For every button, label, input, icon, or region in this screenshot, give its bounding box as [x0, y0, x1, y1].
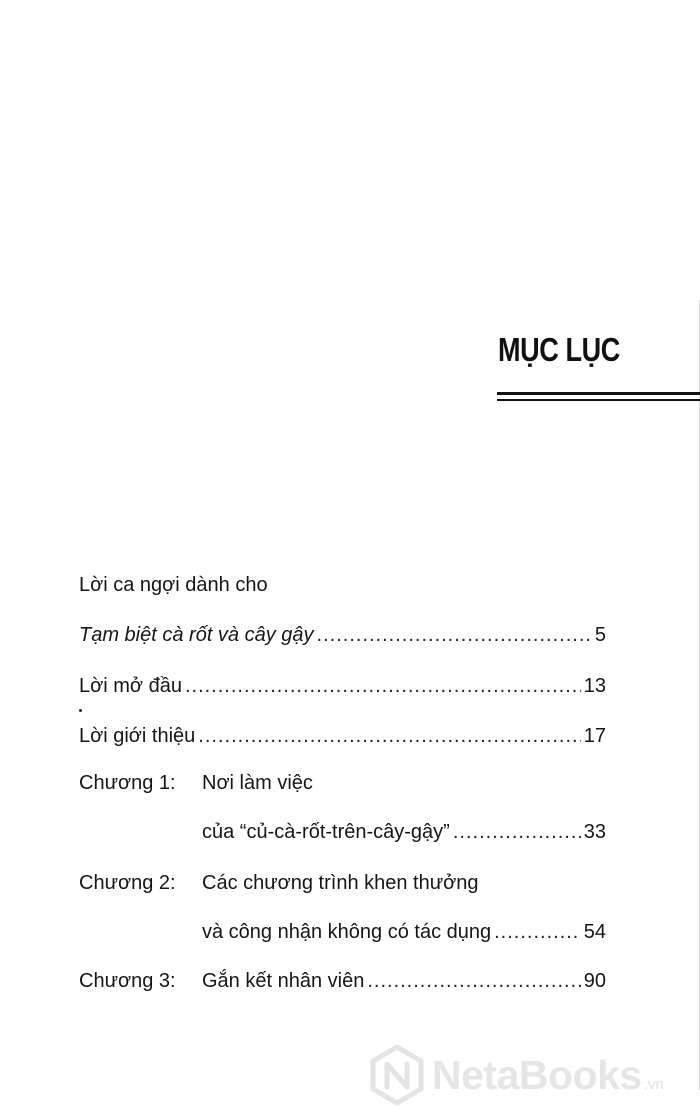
dot-leader	[367, 968, 580, 994]
toc-entry-praise-line1: Lời ca ngợi dành cho	[79, 574, 268, 596]
dot-leader	[198, 723, 580, 749]
chapter-2-title-line1: Các chương trình khen thưởng	[202, 872, 479, 894]
dot-leader	[185, 673, 581, 699]
toc-entry-preface[interactable]	[79, 673, 606, 699]
netabooks-logo-icon	[366, 1044, 428, 1106]
toc-entry-preface-page: 13	[583, 675, 606, 697]
dot-leader	[317, 622, 592, 648]
toc-entry-preface-title: Lời mở đầu	[79, 675, 182, 697]
toc-heading: MỤC LỤC	[498, 331, 620, 368]
chapter-3-title: Gắn kết nhân viên	[202, 970, 365, 992]
chapter-2-page: 54	[583, 921, 606, 943]
toc-entry-introduction[interactable]	[79, 723, 606, 749]
toc-entry-chapter-2[interactable]	[202, 919, 606, 945]
chapter-2-label: Chương 2:	[79, 872, 176, 894]
chapter-3-page: 90	[583, 970, 606, 992]
watermark-brand: NetaBooks	[432, 1052, 642, 1098]
toc-entry-praise[interactable]	[79, 622, 606, 648]
toc-entry-chapter-1[interactable]	[202, 819, 606, 845]
chapter-1-title-line1: Nơi làm việc	[202, 772, 313, 794]
chapter-1-page: 33	[583, 821, 606, 843]
chapter-3-label: Chương 3:	[79, 970, 176, 992]
dot-leader	[494, 919, 581, 945]
netabooks-watermark	[366, 1044, 664, 1106]
toc-entry-chapter-3[interactable]	[202, 968, 606, 994]
watermark-suffix: .vn	[643, 1075, 664, 1093]
heading-rule-top	[497, 392, 700, 395]
chapter-1-label: Chương 1:	[79, 772, 176, 794]
toc-entry-introduction-title: Lời giới thiệu	[79, 725, 196, 747]
stray-print-mark	[79, 709, 82, 712]
heading-rule-bottom	[497, 399, 700, 401]
dot-leader	[453, 819, 581, 845]
chapter-2-title-line2: và công nhận không có tác dụng	[202, 921, 492, 943]
toc-entry-praise-page: 5	[594, 624, 606, 646]
toc-entry-praise-title: Tạm biệt cà rốt và cây gậy	[79, 624, 314, 646]
toc-entry-introduction-page: 17	[583, 725, 606, 747]
chapter-1-title-line2: của “củ-cà-rốt-trên-cây-gậy”	[202, 821, 450, 843]
